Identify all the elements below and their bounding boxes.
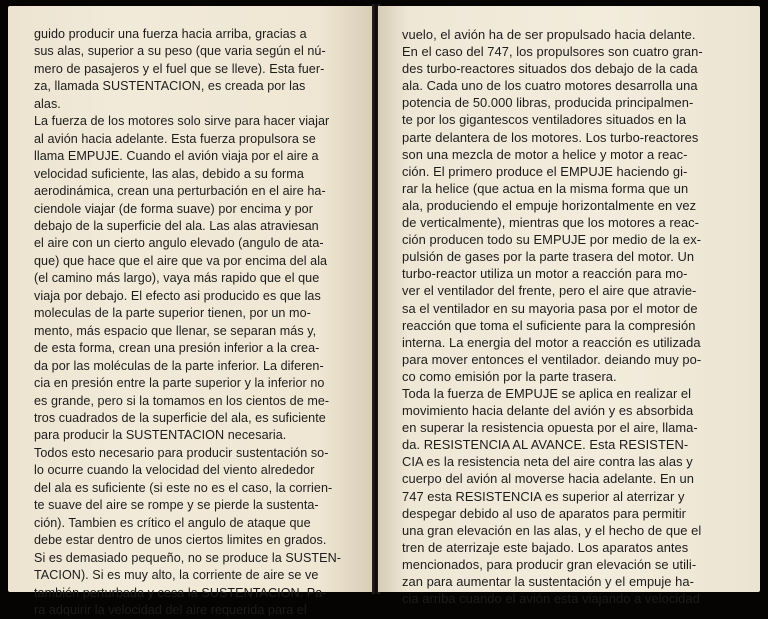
text-line: el aire con un cierto angulo elevado (angulo de ata- <box>34 236 324 251</box>
text-line: ción. El primero produce el EMPUJE haciendo gi- <box>402 163 688 179</box>
text-line: tren de aterrizaje este bajado. Los aparatos antes <box>402 539 689 555</box>
text-line: pulsión de gases por la parte trasera del motor. Un <box>402 249 695 265</box>
text-line: te suave del aire se rompe y se pierde la sustenta- <box>34 498 319 513</box>
text-line: velocidad suficiente, las alas, debido a su forma <box>34 166 304 181</box>
text-line: guido producir una fuerza hacia arriba, gracias a <box>34 27 307 41</box>
text-line: cuerpo del avión al moverse hacia adelante. En un <box>402 471 694 487</box>
text-line: despegar debido al uso de aparatos para permitir <box>402 505 687 521</box>
text-line: Toda la fuerza de EMPUJE se aplica en realizar el <box>402 385 692 401</box>
text-line: potencia de 50.000 libras, producida principalmen- <box>402 95 694 111</box>
text-line: za, llamada SUSTENTACION, es creada por las <box>34 79 306 94</box>
text-line: cia en presión entre la parte superior y la inferior no <box>34 376 325 391</box>
text-line: CIA es la resistencia neta del aire contra las alas y <box>402 454 693 470</box>
text-line: La fuerza de los motores solo sirve para hacer viajar <box>34 114 330 129</box>
text-line: para producir la SUSTENTACION necesaria. <box>34 428 287 443</box>
text-line: al avión hacia adelante. Esta fuerza propulsora se <box>34 131 316 146</box>
text-line: Si es demasiado pequeño, no se produce la SUSTEN- <box>34 550 341 565</box>
text-line: movimiento hacia delante del avión y es absorbida <box>402 403 694 419</box>
text-line: mento, más espacio que llenar, se separan más y, <box>34 323 317 338</box>
text-line: ciendole viajar (de forma suave) por encima y por <box>34 201 313 216</box>
text-line: ver el ventilador del frente, pero el aire que atravie- <box>402 283 697 299</box>
text-line: tros cuadrados de la superficie del ala, es suficiente <box>34 410 326 425</box>
text-line: cia arriba cuando el avión esta viajando a velocidad <box>402 591 700 607</box>
text-line: da por las moléculas de la parte inferior. La diferen- <box>34 358 324 373</box>
text-line: (el camino más largo), vaya más rapido que el que <box>34 271 320 286</box>
text-line: vuelo, el avión ha de ser propulsado hacia delante. <box>402 27 696 42</box>
text-line: mencionados, para producir gran elevación se utili- <box>402 556 697 572</box>
text-line: ción). Tambien es crítico el angulo de ataque que <box>34 515 311 530</box>
text-line: turbo-reactor utiliza un motor a reacción para mo- <box>402 266 688 282</box>
text-line: des turbo-reactores situados dos debajo de la cada <box>402 61 698 77</box>
text-line: del ala es suficiente (si este no es el caso, la corrien- <box>34 480 333 495</box>
text-line: ala. Cada uno de los cuatro motores desarrolla una <box>402 78 698 94</box>
text-line: llama EMPUJE. Cuando el avión viaja por el aire a <box>34 149 319 164</box>
text-line: son una mezcla de motor a helice y motor a reac- <box>402 146 688 162</box>
text-line: debajo de la superficie del ala. Las alas atraviesan <box>34 218 319 233</box>
text-line: alas. <box>34 96 61 111</box>
text-line: ción producen todo su EMPUJE por medio de la ex- <box>402 232 702 248</box>
text-line: debe estar dentro de unos ciertos limites en grados. <box>34 533 327 548</box>
text-line: En el caso del 747, los propulsores son cuatro gran- <box>402 44 703 60</box>
text-line: también perturbada y cesa la SUSTENTACION. Pa- <box>34 585 327 600</box>
text-line: rar la helice (que actua en la misma forma que un <box>402 180 689 196</box>
text-line: interna. La energia del motor a reacción es utilizada <box>402 334 701 350</box>
left-page <box>8 6 374 617</box>
text-line: ala, produciendo el empuje horizontalmente en vez <box>402 197 697 213</box>
text-line: parte delantera de los motores. Los turbo-reactores <box>402 129 699 145</box>
text-line: da. RESISTENCIA AL AVANCE. Esta RESISTEN- <box>402 437 689 453</box>
text-line: de verticalmente), mientras que los motores a reac- <box>402 215 700 231</box>
text-line: es grande, pero si la tomamos en los cientos de me- <box>34 393 330 408</box>
text-line: co como emisión por la parte trasera. <box>402 368 617 384</box>
text-line: te por los gigantescos ventiladores situados en la <box>402 112 687 128</box>
text-line: 747 esta RESISTENCIA es superior al aterrizar y <box>402 488 685 504</box>
text-line: Todos esto necesario para producir sustentación so- <box>34 445 329 460</box>
text-line: zan para aumentar la sustentación y el empuje ha- <box>402 574 694 589</box>
text-line: sa el ventilador en su mayoria pasa por el motor de <box>402 300 698 316</box>
text-line: reacción que toma el suficiente para la compresión <box>402 317 696 333</box>
text-line: en superar la resistencia opuesta por el aire, llama- <box>402 420 698 436</box>
text-line: lo ocurre cuando la velocidad del viento alrededor <box>34 463 315 478</box>
text-line: TACION). Si es muy alto, la corriente de aire se ve <box>34 568 319 583</box>
text-line: ra adquirir la velocidad del aire requerida para el <box>34 602 307 617</box>
text-line: de esta forma, crean una presión inferior a la crea- <box>34 341 320 356</box>
text-line: mero de pasajeros y el fuel que se lleve). Esta fuer- <box>34 61 325 76</box>
text-line: para mover entonces el ventilador. deiando muy po- <box>402 351 702 367</box>
text-line: moleculas de la parte superior tienen, por un mo- <box>34 306 311 321</box>
text-line: una gran elevación en las alas, y el hecho de que el <box>402 522 702 538</box>
text-line: sus alas, superior a su peso (que varia según el nú- <box>34 44 326 59</box>
text-line: aerodinámica, crean una perturbación en el aire ha- <box>34 184 326 199</box>
right-page <box>378 6 760 607</box>
text-line: que) que hace que el aire que va por encima del ala <box>34 253 328 268</box>
text-line: viaja por debajo. El efecto asi producido es que las <box>34 288 321 303</box>
